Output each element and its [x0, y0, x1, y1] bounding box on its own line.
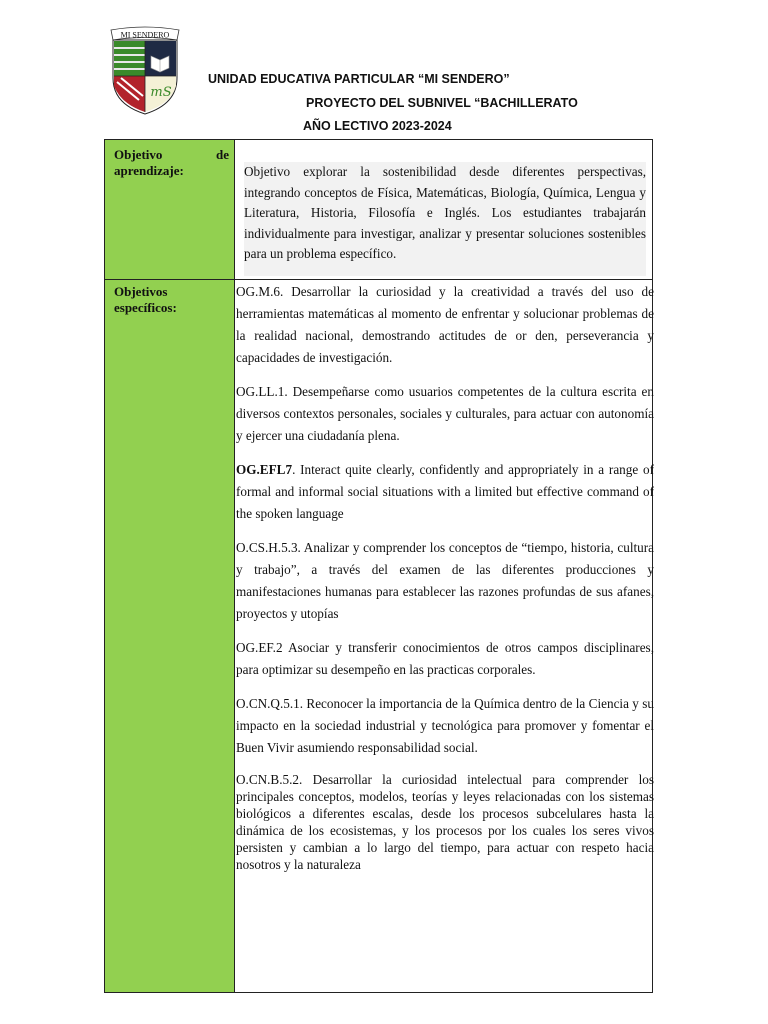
objective-paragraph [236, 281, 654, 369]
objective-paragraph [236, 381, 654, 447]
row-divider [105, 279, 652, 280]
specific-objectives-list [236, 281, 654, 885]
label-word-especificos: específicos: [114, 300, 177, 315]
learning-objective-label [114, 147, 229, 179]
label-word-de: de [216, 147, 229, 162]
project-title: PROYECTO DEL SUBNIVEL “BACHILLERATO [306, 96, 578, 110]
school-crest [109, 26, 181, 116]
label-column [105, 140, 235, 992]
objective-text: OG.M.6. Desarrollar la curiosidad y la creatividad a través del uso de herramientas matemáticas al momento de enfrentar y solucionar problemas de la realidad nacional, demostrando actitudes de or den, perseverancia y capacidades de investigación. [236, 284, 654, 365]
objective-paragraph [236, 693, 654, 759]
objective-code: OG.EFL7 [236, 462, 293, 477]
objective-text: O.CN.B.5.2. Desarrollar la curiosidad intelectual para comprender los principales conceptos, modelos, teorías y leyes relacionadas con los sistemas biológicos a diferentes escalas, desde los procesos subcelulares hasta la dinámica de los ecosistemas, y los procesos por los cuales los seres vivos persisten y cambian a lo largo del tiempo, para actuar con respeto hacia nosotros y la naturaleza [236, 772, 654, 872]
label-word-objetivo: Objetivo [114, 147, 163, 162]
objective-text: O.CN.Q.5.1. Reconocer la importancia de la Química dentro de la Ciencia y su impacto en la sociedad industrial y tecnológica para promover y fomentar el Buen Vivir asumiendo responsabilidad social. [236, 696, 654, 755]
label-word-aprendizaje: aprendizaje: [114, 163, 184, 178]
objective-text: O.CS.H.5.3. Analizar y comprender los conceptos de “tiempo, historia, cultura y trabajo”, a través del examen de las diferentes producciones y manifestaciones humanas para establecer las razones profundas de sus afanes, proyectos y utopías [236, 540, 654, 621]
objective-text: OG.EF.2 Asociar y transferir conocimientos de otros campos disciplinares, para optimizar su desempeño en las practicas corporales. [236, 640, 654, 677]
objective-text: . Interact quite clearly, confidently and appropriately in a range of formal and informal social situations with a limited but effective command of the spoken language [236, 462, 654, 521]
objective-paragraph [236, 459, 654, 525]
label-word-objetivos: Objetivos [114, 284, 168, 299]
objective-text: OG.LL.1. Desempeñarse como usuarios competentes de la cultura escrita en diversos contextos personales, sociales y culturales, para actuar con autonomía y ejercer una ciudadanía plena. [236, 384, 654, 443]
learning-objective-box [244, 162, 646, 276]
objectives-table [104, 139, 653, 993]
objective-paragraph [236, 637, 654, 681]
crest-banner-text: MI SENDERO [120, 30, 170, 40]
objective-paragraph [236, 537, 654, 625]
crest-initials: mS [150, 85, 172, 100]
objective-paragraph [236, 771, 654, 873]
learning-objective-text: Objetivo explorar la sostenibilidad desde diferentes perspectivas, integrando conceptos de Física, Matemáticas, Biología, Química, Lengua y Literatura, Historia, Filosofía e Inglés. Los estudiantes trabajarán individualmente para investigar, analizar y presentar soluciones sostenibles para un problema específico. [244, 164, 646, 261]
school-name: UNIDAD EDUCATIVA PARTICULAR “MI SENDERO” [208, 72, 510, 86]
specific-objectives-label [114, 284, 229, 316]
school-year: AÑO LECTIVO 2023-2024 [303, 119, 452, 133]
